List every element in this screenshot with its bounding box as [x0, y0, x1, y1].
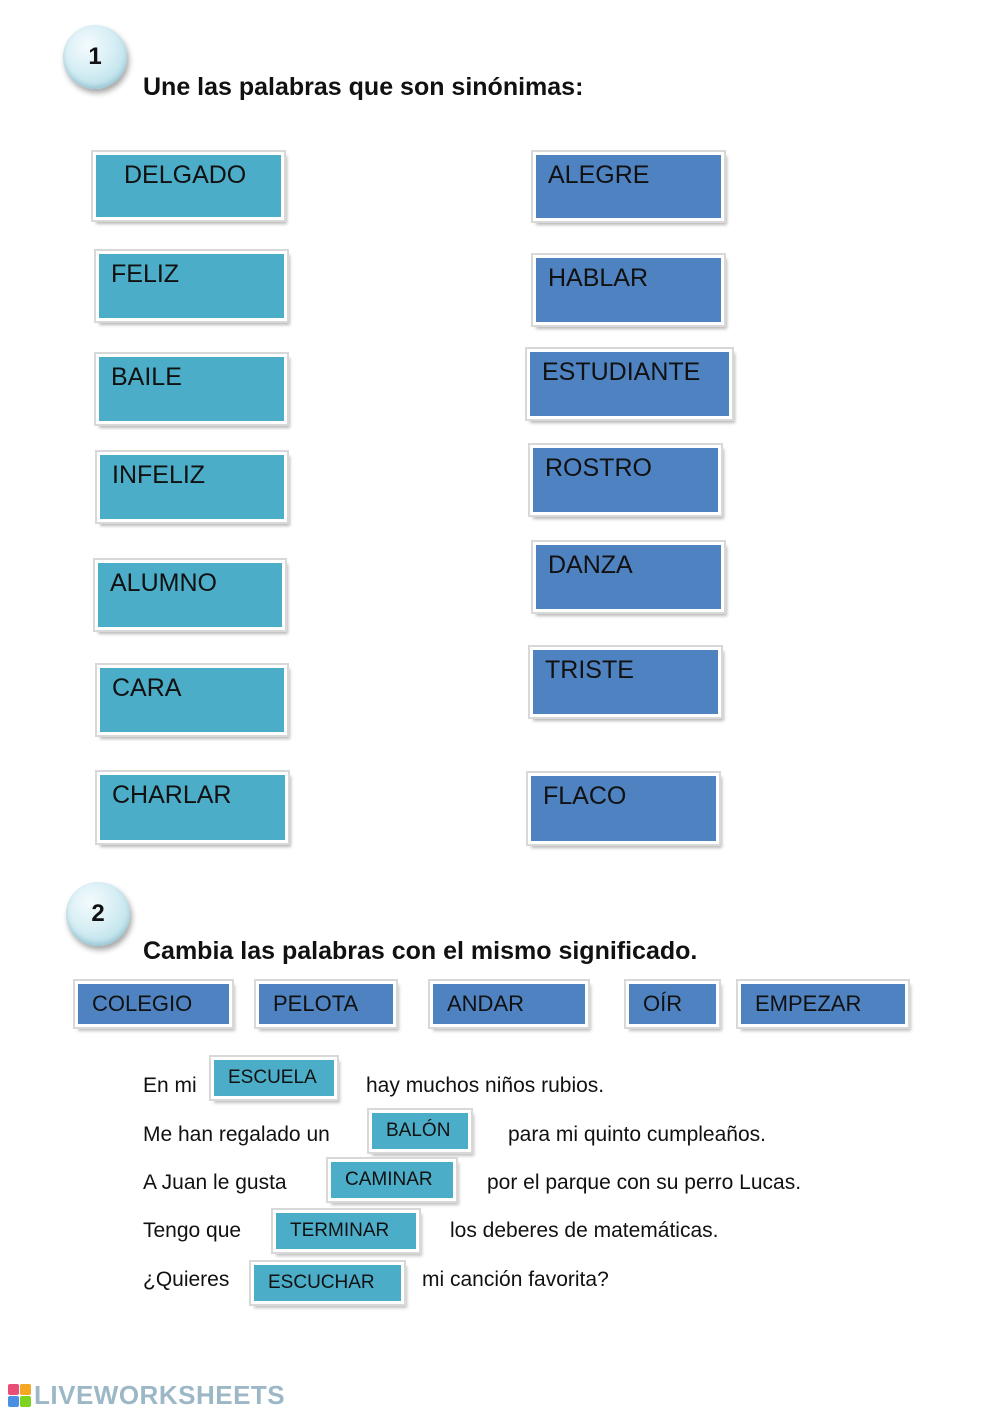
right-word-card[interactable]: ROSTRO	[530, 445, 721, 515]
word-bank-chip[interactable]: ANDAR	[430, 981, 588, 1027]
section-2-number-badge	[66, 882, 130, 946]
left-word-card[interactable]: DELGADO	[93, 152, 284, 220]
sentence-4-after: los deberes de matemáticas.	[450, 1219, 719, 1242]
right-word-card[interactable]: ALEGRE	[533, 152, 724, 221]
word-bank-chip[interactable]: OÍR	[626, 981, 719, 1027]
sentence-2-after: para mi quinto cumpleaños.	[508, 1123, 766, 1146]
sentence-4-answer-slot[interactable]: TERMINAR	[273, 1210, 419, 1252]
sentence-5-before: ¿Quieres	[143, 1268, 230, 1291]
left-word-card[interactable]: BAILE	[96, 354, 287, 424]
section-1-title: Une las palabras que son sinónimas:	[143, 73, 584, 101]
left-word-card[interactable]: CHARLAR	[97, 772, 288, 843]
sentence-5-answer-slot[interactable]: ESCUCHAR	[251, 1262, 404, 1304]
liveworksheets-logo	[8, 1380, 285, 1410]
sentence-3-after: por el parque con su perro Lucas.	[487, 1171, 802, 1194]
section-2-title: Cambia las palabras con el mismo significado.	[143, 937, 698, 965]
section-1-number-badge	[63, 25, 127, 89]
sentence-2-before: Me han regalado un	[143, 1123, 330, 1146]
word-bank-chip[interactable]: EMPEZAR	[738, 981, 908, 1027]
right-word-card[interactable]: DANZA	[533, 542, 724, 612]
sentence-2-answer-slot[interactable]: BALÓN	[369, 1110, 471, 1152]
right-word-card[interactable]: HABLAR	[533, 255, 724, 325]
section-1-number: 1	[88, 43, 102, 70]
sentence-1-before: En mi	[143, 1074, 197, 1097]
word-bank-chip[interactable]: COLEGIO	[75, 981, 232, 1027]
sentence-3-before: A Juan le gusta	[143, 1171, 287, 1194]
left-word-card[interactable]: CARA	[97, 665, 287, 735]
sentence-1-after: hay muchos niños rubios.	[366, 1074, 605, 1097]
left-word-card[interactable]: ALUMNO	[95, 560, 285, 630]
section-2-number: 2	[91, 900, 105, 927]
sentence-4-before: Tengo que	[143, 1219, 242, 1242]
left-word-card[interactable]: FELIZ	[96, 251, 287, 321]
sentence-5-after: mi canción favorita?	[422, 1268, 609, 1291]
sentence-3-answer-slot[interactable]: CAMINAR	[328, 1159, 456, 1201]
liveworksheets-logo-icon	[8, 1384, 31, 1407]
word-bank-chip[interactable]: PELOTA	[256, 981, 396, 1027]
right-word-card[interactable]: ESTUDIANTE	[527, 349, 732, 419]
liveworksheets-logo-text: LIVEWORKSHEETS	[34, 1379, 286, 1410]
left-word-card[interactable]: INFELIZ	[97, 452, 287, 522]
right-word-card[interactable]: TRISTE	[530, 647, 721, 717]
right-word-card[interactable]: FLACO	[528, 773, 719, 844]
sentence-1-answer-slot[interactable]: ESCUELA	[211, 1057, 337, 1099]
